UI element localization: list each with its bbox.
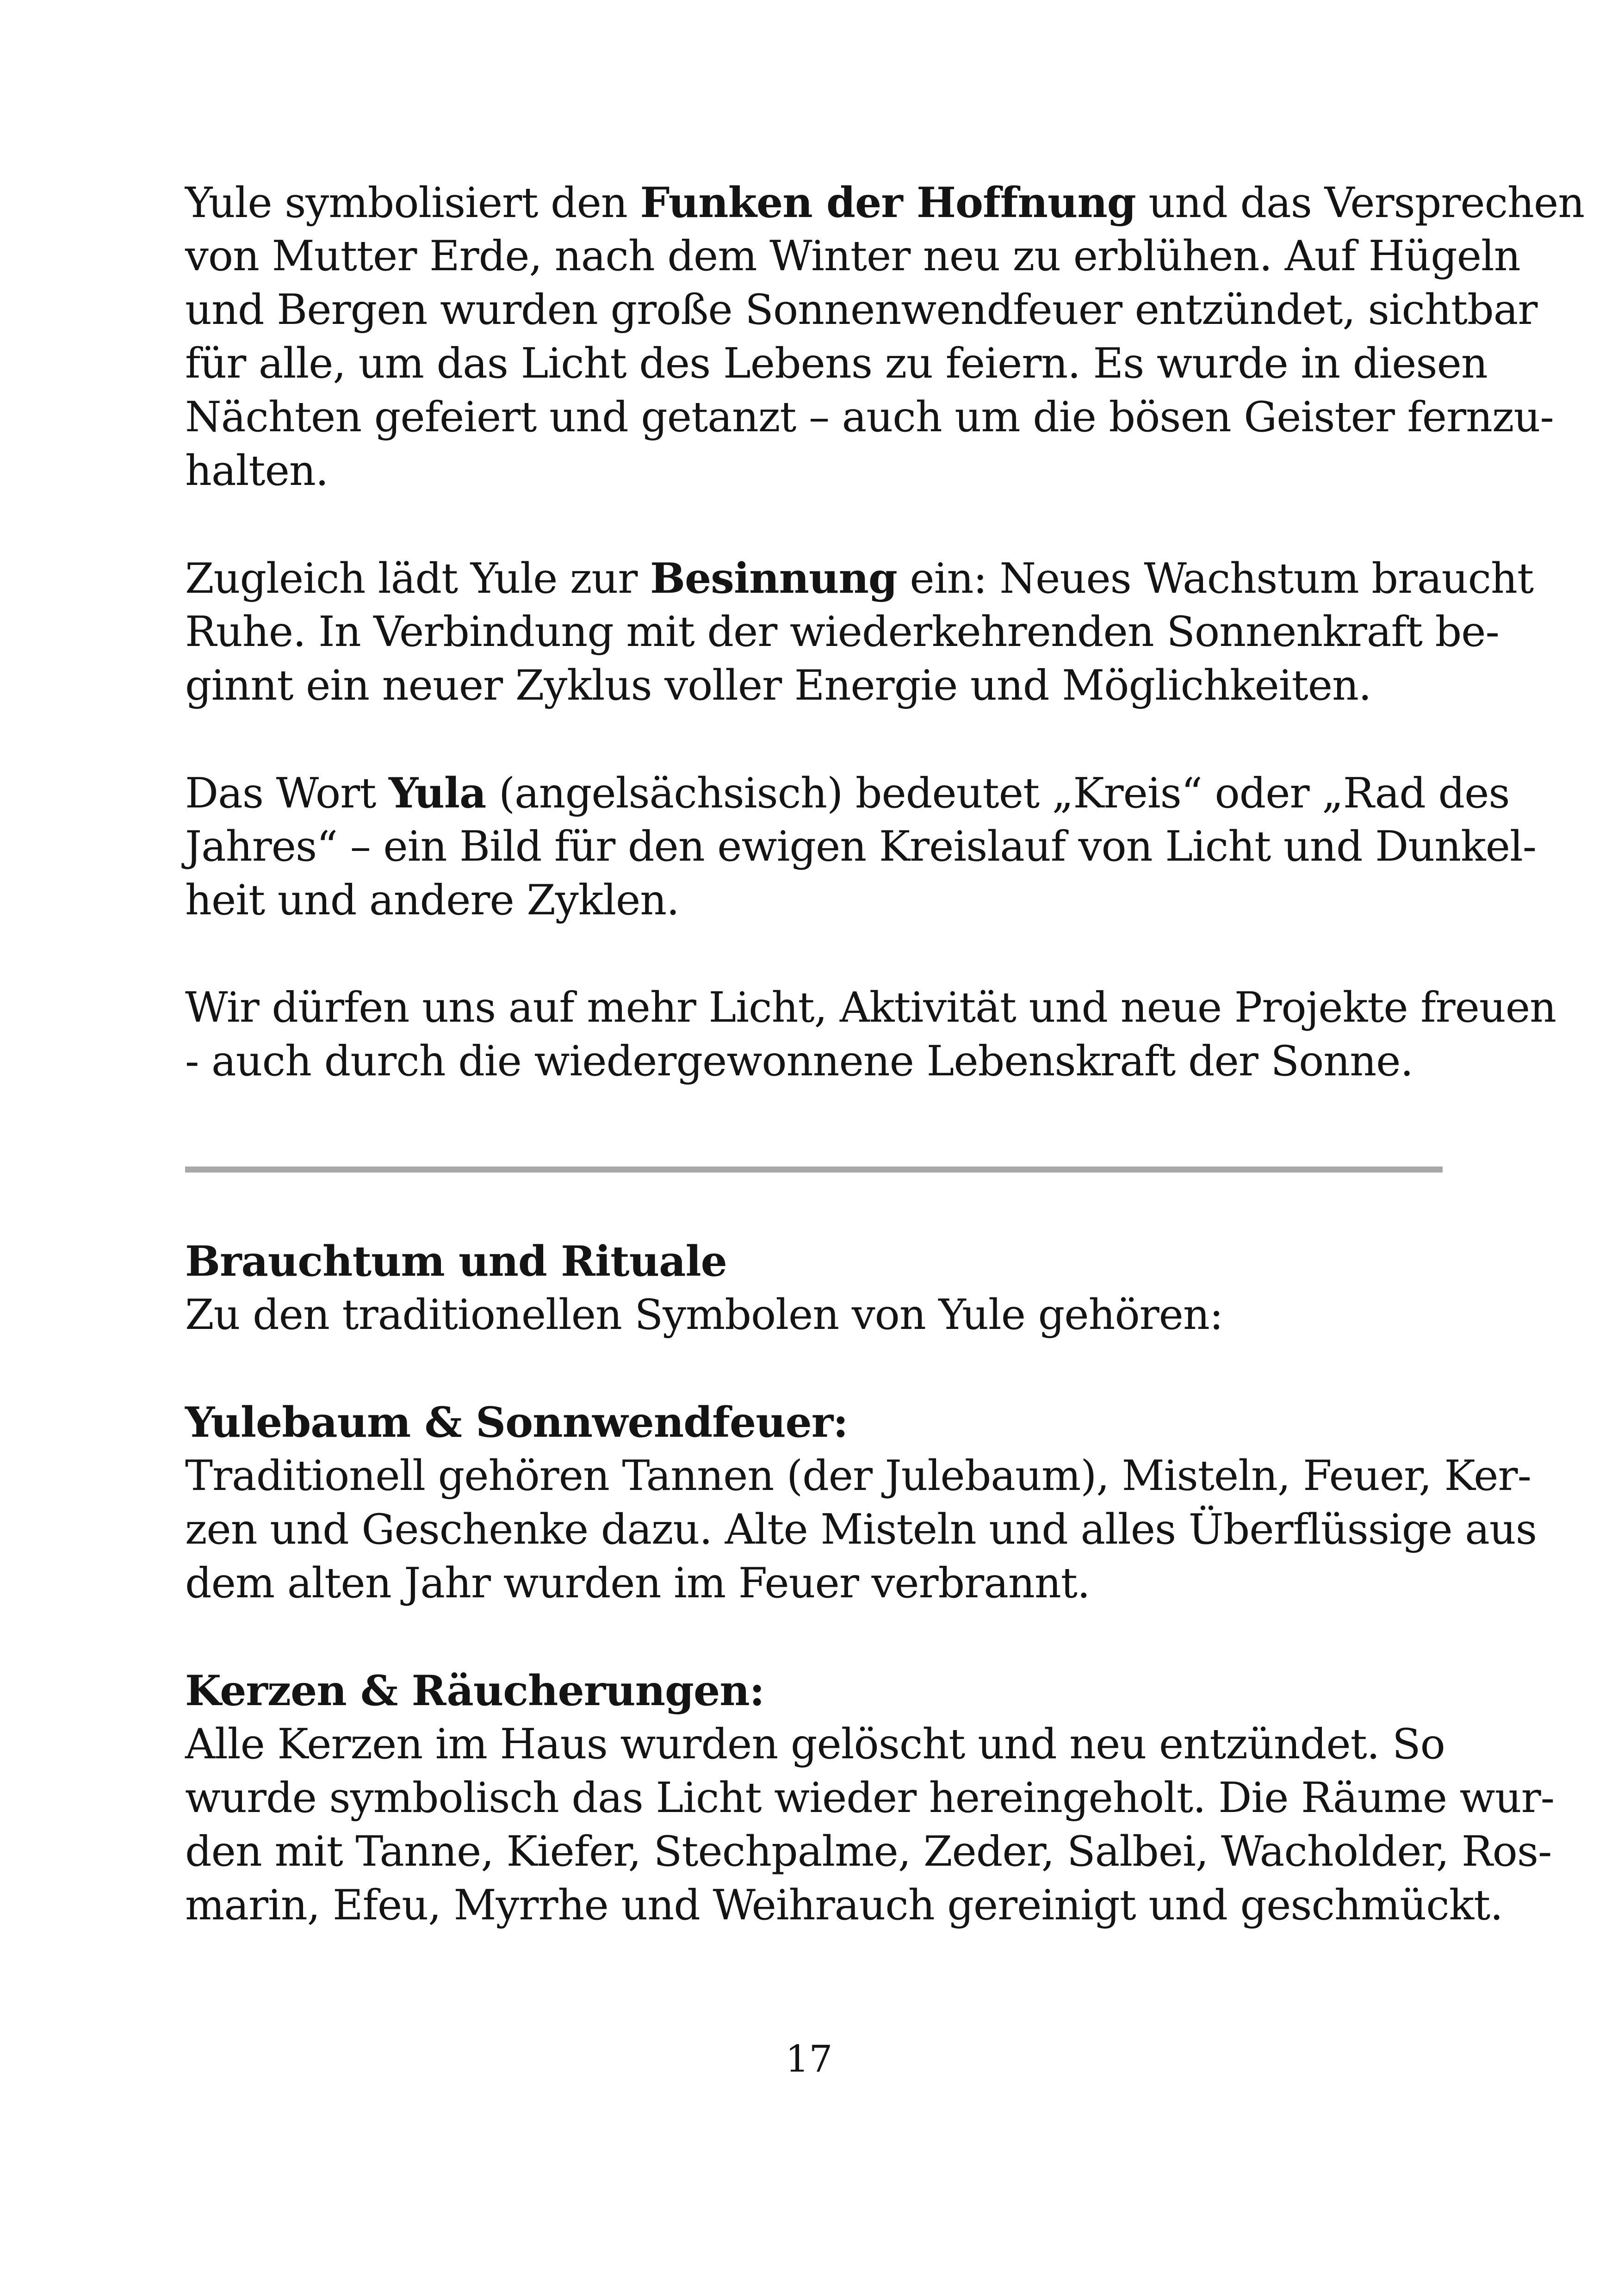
text-run: (angelsächsisch) bedeutet „Kreis“ oder „Rad des	[486, 769, 1510, 818]
page-number: 17	[785, 2037, 833, 2080]
paragraph-spacer	[185, 1342, 1444, 1396]
paragraph-4-line-2: - auch durch die wiedergewonnene Lebenskraft der Sonne.	[185, 1037, 1413, 1086]
item-kerzen-line-1: Alle Kerzen im Haus wurden gelöscht und neu entzündet. So	[185, 1720, 1445, 1769]
section-brauchtum	[185, 1235, 1555, 1932]
paragraph-spacer	[185, 1610, 1444, 1664]
item-kerzen-line-4: marin, Efeu, Myrrhe und Weihrauch gereinigt und geschmückt.	[185, 1881, 1503, 1930]
bold-term-yula: Yula	[389, 769, 486, 818]
item-yulebaum-line-1: Traditionell gehören Tannen (der Julebaum), Misteln, Feuer, Ker-	[185, 1452, 1531, 1500]
paragraph-3-line-3: heit und andere Zyklen.	[185, 876, 679, 925]
paragraph-3-line-1	[185, 766, 1510, 820]
paragraph-spacer	[185, 498, 1444, 552]
intro-text	[185, 176, 1585, 1088]
paragraph-4-line-1: Wir dürfen uns auf mehr Licht, Aktivität und neue Projekte freuen	[185, 983, 1556, 1032]
paragraph-1-line-6: halten.	[185, 447, 329, 495]
section-intro: Zu den traditionellen Symbolen von Yule gehören:	[185, 1291, 1223, 1339]
paragraph-spacer	[185, 927, 1444, 981]
item-yulebaum-line-3: dem alten Jahr wurden im Feuer verbrannt.	[185, 1559, 1090, 1607]
paragraph-2-line-1	[185, 552, 1534, 605]
section-divider	[185, 1167, 1443, 1173]
paragraph-1-line-1	[185, 176, 1585, 230]
paragraph-1-line-3: und Bergen wurden große Sonnenwendfeuer entzündet, sichtbar	[185, 285, 1537, 334]
paragraph-1-line-4: für alle, um das Licht des Lebens zu feiern. Es wurde in diesen	[185, 339, 1488, 388]
text-run: Das Wort	[185, 769, 389, 818]
paragraph-spacer	[185, 713, 1444, 766]
item-yulebaum-line-2: zen und Geschenke dazu. Alte Misteln und alles Überflüssige aus	[185, 1505, 1537, 1554]
bold-term-funken: Funken der Hoffnung	[640, 178, 1136, 227]
text-run: Yule symbolisiert den	[185, 179, 640, 227]
paragraph-1-line-2: von Mutter Erde, nach dem Winter neu zu erblühen. Auf Hügeln	[185, 232, 1520, 280]
item-kerzen-line-2: wurde symbolisch das Licht wieder hereingeholt. Die Räume wur-	[185, 1774, 1555, 1822]
paragraph-2-line-2: Ruhe. In Verbindung mit der wiederkehrenden Sonnenkraft be-	[185, 608, 1499, 656]
item-title-yulebaum: Yulebaum & Sonnwendfeuer:	[185, 1398, 848, 1447]
paragraph-3-line-2: Jahres“ – ein Bild für den ewigen Kreislauf von Licht und Dunkel-	[185, 822, 1537, 871]
section-heading: Brauchtum und Rituale	[185, 1237, 727, 1286]
paragraph-1-line-5: Nächten gefeiert und getanzt – auch um die bösen Geister fernzu-	[185, 393, 1554, 441]
bold-term-besinnung: Besinnung	[650, 554, 897, 603]
item-title-kerzen: Kerzen & Räucherungen:	[185, 1666, 764, 1715]
paragraph-2-line-3: ginnt ein neuer Zyklus voller Energie und Möglichkeiten.	[185, 661, 1371, 710]
text-run: ein: Neues Wachstum braucht	[897, 554, 1534, 603]
item-kerzen-line-3: den mit Tanne, Kiefer, Stechpalme, Zeder, Salbei, Wacholder, Ros-	[185, 1827, 1552, 1876]
text-run: Zugleich lädt Yule zur	[185, 554, 650, 603]
text-run: und das Versprechen	[1135, 179, 1585, 227]
